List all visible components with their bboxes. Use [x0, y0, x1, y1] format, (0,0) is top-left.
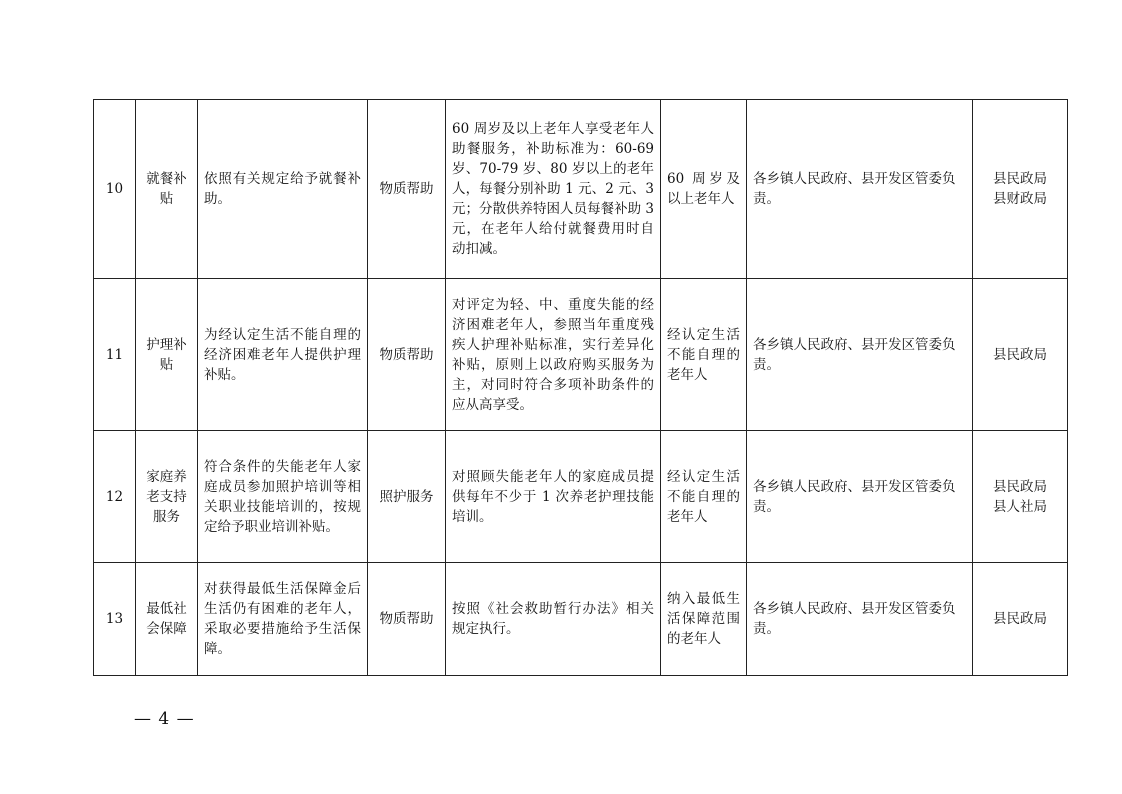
service-target: 纳入最低生活保障范围的老年人 [661, 563, 747, 676]
service-item: 就餐补贴 [136, 100, 198, 279]
service-content: 符合条件的失能老年人家庭成员参加照护培训等相关职业技能培训的，按规定给予职业培训补贴。 [198, 431, 368, 563]
service-type: 照护服务 [368, 431, 446, 563]
service-item: 最低社会保障 [136, 563, 198, 676]
responsible-unit: 各乡镇人民政府、县开发区管委负责。 [747, 100, 973, 279]
service-content: 对获得最低生活保障金后生活仍有困难的老年人，采取必要措施给予生活保障。 [198, 563, 368, 676]
lead-department: 县民政局 [973, 563, 1068, 676]
service-type: 物质帮助 [368, 279, 446, 431]
row-number: 12 [94, 431, 136, 563]
table-row [94, 279, 1068, 431]
service-standard: 60 周岁及以上老年人享受老年人助餐服务，补助标准为：60-69 岁、70-79 岁、80 岁以上的老年人，每餐分别补助 1 元、2 元、3 元；分散供养特困人员每餐补助 3 元，在老年人给付就餐费用时自动扣减。 [446, 100, 661, 279]
service-item: 护理补贴 [136, 279, 198, 431]
table-row [94, 431, 1068, 563]
row-number: 11 [94, 279, 136, 431]
lead-department: 县民政局 县人社局 [973, 431, 1068, 563]
service-target: 经认定生活不能自理的老年人 [661, 279, 747, 431]
service-standard: 对照顾失能老年人的家庭成员提供每年不少于 1 次养老护理技能培训。 [446, 431, 661, 563]
service-type: 物质帮助 [368, 563, 446, 676]
table-row [94, 100, 1068, 279]
lead-department: 县民政局 [973, 279, 1068, 431]
service-type: 物质帮助 [368, 100, 446, 279]
service-content: 为经认定生活不能自理的经济困难老年人提供护理补贴。 [198, 279, 368, 431]
responsible-unit: 各乡镇人民政府、县开发区管委负责。 [747, 279, 973, 431]
service-target: 60 周岁及以上老年人 [661, 100, 747, 279]
responsible-unit: 各乡镇人民政府、县开发区管委负责。 [747, 431, 973, 563]
service-list-table [93, 99, 1068, 676]
service-content: 依照有关规定给予就餐补助。 [198, 100, 368, 279]
service-target: 经认定生活不能自理的老年人 [661, 431, 747, 563]
service-standard: 对评定为轻、中、重度失能的经济困难老年人，参照当年重度残疾人护理补贴标准，实行差异化补贴，原则上以政府购买服务为主，对同时符合多项补助条件的应从高享受。 [446, 279, 661, 431]
service-standard: 按照《社会救助暂行办法》相关规定执行。 [446, 563, 661, 676]
row-number: 13 [94, 563, 136, 676]
row-number: 10 [94, 100, 136, 279]
lead-department: 县民政局 县财政局 [973, 100, 1068, 279]
page-number: — 4 — [134, 709, 195, 729]
service-item: 家庭养老支持服务 [136, 431, 198, 563]
table-row [94, 563, 1068, 676]
responsible-unit: 各乡镇人民政府、县开发区管委负责。 [747, 563, 973, 676]
